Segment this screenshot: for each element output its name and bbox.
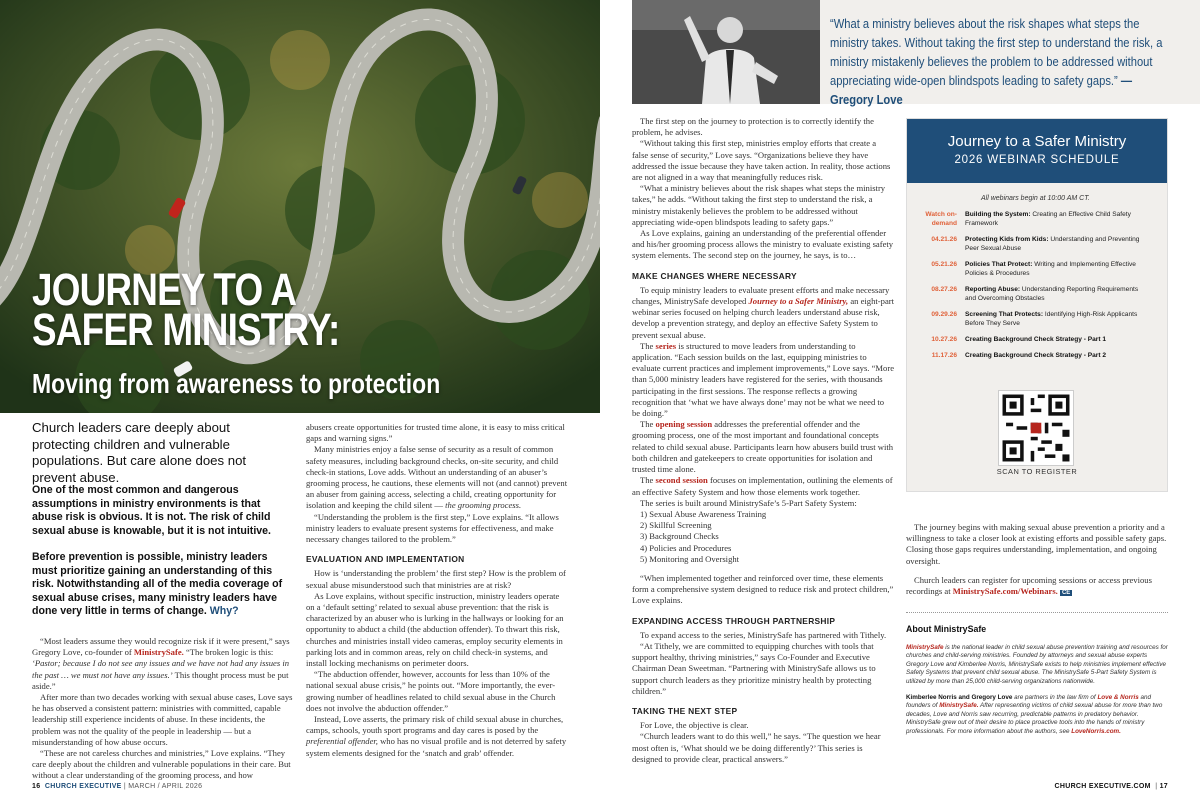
about-section xyxy=(906,624,1168,736)
col2-paragraph-2: Many ministries enjoy a false sense of security as a result of common safety measures, including background checks, on-site security, and child check-in stations, Love adds. Without an understanding of an abuser’s grooming process, he cautions, these elements will not (and cannot) prevent an abuser from gaining access, selecting a child, creating opportunity for isolation and keeping the child silent — the grooming process. xyxy=(306,444,568,511)
safety-list-item: 3) Background Checks xyxy=(640,531,719,542)
end-mark: CE xyxy=(1061,590,1071,597)
col1-paragraph-3: “These are not careless churches and ministries,” Love explains. “They care deeply about the children and vulnerable populations in their care. But without a clear understanding of the grooming process, and how xyxy=(32,748,291,781)
col3-paragraph-6: The series is structured to move leaders from understanding to application. “Each session builds on the last, equipping ministries to evaluate current practices and implement improvements,” Love says. “More than 5,000 ministry leaders have registered for the series, with thousands participating in the first sessions. The response reflects a growing recognition that ‘what we have always done’ may not be what we need to be doing.” xyxy=(632,340,895,419)
col2-paragraph-3: “Understanding the problem is the first step,” Love explains. “It allows ministry leaders to evaluate present systems for effectiveness, and make necessary changes tailored to the problem.” xyxy=(306,511,559,545)
left-page-number: 16 xyxy=(32,783,41,790)
lovenorris-link[interactable]: LoveNorris.com. xyxy=(1071,727,1121,735)
col3-paragraph-11: To expand access to the series, MinistrySafe has partnered with Tithely. xyxy=(640,629,887,640)
col1-paragraph-2: After more than two decades working with sexual abuse cases, Love says he has observed a consistent pattern: ministries with committed, capable leadership still experience incidents of abuse. In these incidents, the problem was not the quality of the people in leadership — but a misunderstanding of how abuse occurs. xyxy=(32,692,293,747)
col3-paragraph-8: The second session focuses on implementation, outlining the elements of an effective Safety System and how those elements work together. xyxy=(632,475,893,497)
col2-paragraph-4: How is ‘understanding the problem’ the first step? How is the problem of sexual abuse misunderstood such that ministries are at risk? xyxy=(306,568,566,590)
safety-list-item: 5) Monitoring and Oversight xyxy=(640,553,740,564)
left-footer xyxy=(32,783,202,790)
safety-list-item: 2) Skillful Screening xyxy=(640,520,712,531)
schedule-row[interactable]: 05.21.26 Policies That Protect: Writing and Implementing Effective Policies & Procedures xyxy=(931,261,1136,277)
col3-paragraph-4: As Love explains, gaining an understanding of the preferential offender and his/her grooming process allows the ministry to evaluate existing safety system elements. The second step on the journey, he says, is to… xyxy=(632,228,894,261)
schedule-row[interactable]: 11.17.26 Creating Background Check Strategy - Part 2 xyxy=(931,352,1107,359)
col3-paragraph-13: For Love, the objective is clear. xyxy=(640,720,749,731)
qr-caption: SCAN TO REGISTER xyxy=(996,467,1078,476)
col2-paragraph-7: Instead, Love asserts, the primary risk of child sexual abuse in churches, camps, schools, youth sport programs and day cares is posed by the preferential offender, who has no visual profile and is not deterred by safety system elements designed for the ‘snatch and grab’ offender. xyxy=(306,714,567,758)
section-heading-make-changes: MAKE CHANGES WHERE NECESSARY xyxy=(632,270,797,281)
left-footer-brand: CHURCH EXECUTIVE xyxy=(44,783,122,790)
about-paragraph-2: Kimberlee Norris and Gregory Love are partners in the law firm of Love & Norris and founders of MinistrySafe. After representing victims of child sexual abuse for more than two decades, Love and Norris saw recurring, predictable patterns in predatory behavior. MinistrySafe grew out of their desire to place proactive tools into the hands of ministry professionals. For more information about the authors, see LoveNorris.com. xyxy=(906,694,1163,735)
col3-paragraph-7: The opening session addresses the preferential offender and the grooming process, one of the most important and foundational concepts related to child sexual abuse. Participants learn how abusers build trust with both children and gatekeepers to create opportunities for isolation and trusted time alone. xyxy=(632,419,894,475)
body-column-3 xyxy=(632,116,894,765)
right-footer-brand: CHURCH EXECUTIVE.COM xyxy=(1054,783,1151,790)
col2-paragraph-6: “The abduction offender, however, accounts for less than 10% of the national sexual abuse crisis,” he points out. “More importantly, the ever-growing number of headlines related to child sexual abuse in the Church does not involve the abduction offender.” xyxy=(306,669,556,713)
schedule-row[interactable]: Watch on-demand Building the System: Creating an Effective Child Safety Framework xyxy=(925,211,1131,227)
divider xyxy=(906,612,1168,613)
lead3-why: Why? xyxy=(209,605,239,618)
col3-paragraph-3: “What a ministry believes about the risk shapes what steps the ministry takes,” he adds. “Without taking the first step to understand the risk, a ministry mistakenly believes the problem to be addressed without appreciating wide-open blindspots leading to safety gaps.” xyxy=(632,183,886,227)
body-column-1 xyxy=(32,636,294,782)
schedule-row[interactable]: 08.27.26 Reporting Abuse: Understanding Reporting Requirements and Overcoming Obstacles xyxy=(931,286,1139,302)
article-title xyxy=(32,264,340,355)
article-subtitle: Moving from awareness to protection xyxy=(32,368,441,399)
col1-paragraph-1: “Most leaders assume they would recognize risk if it were present,” says Gregory Love, co-founder of MinistrySafe. “The broken logic is this: ‘Pastor; because I do not see any issues and we have not had any issues in the past … we must not have any issues.’ This thought process must be put aside.” xyxy=(32,636,290,691)
title-line-1: JOURNEY TO A xyxy=(32,264,297,315)
schedule-header xyxy=(907,119,1167,183)
schedule-row[interactable]: 09.29.26 Screening That Protects: Identifying High-Risk Applicants Before They Serve xyxy=(931,311,1138,327)
section-heading-next-step: TAKING THE NEXT STEP xyxy=(632,705,738,716)
schedule-subtitle: 2026 WEBINAR SCHEDULE xyxy=(954,154,1120,166)
pull-quote-text: “What a ministry believes about the risk shapes what steps the ministry takes. Without taking the first step to understand the risk, a ministry mistakenly believes the problem to be addressed without appreciating wide-open blindspots leading to safety gaps.” xyxy=(830,16,1163,88)
body-column-4 xyxy=(906,522,1168,599)
body-column-2 xyxy=(306,422,568,759)
schedule-row[interactable]: 04.21.26 Protecting Kids from Kids: Understanding and Preventing Peer Sexual Abuse xyxy=(931,236,1140,252)
col4-paragraph-2: Church leaders can register for upcoming sessions or access previous recordings at MinistrySafe.com/Webinars. CE xyxy=(906,574,1152,597)
right-footer: CHURCH EXECUTIVE.COM | 17 xyxy=(1054,783,1168,790)
schedule-note: All webinars begin at 10:00 AM CT. xyxy=(981,195,1090,202)
pull-quote-attribution: — Gregory Love xyxy=(830,73,1133,107)
title-line-2: SAFER MINISTRY: xyxy=(32,304,340,355)
col3-paragraph-2: “Without taking this first step, ministries employ efforts that create a false sense of security,” Love says. “Organizations believe they have addressed the issue because they have taken action. In reality, those actions are not aligned in a way that meaningfully reduces risk. xyxy=(632,138,891,183)
pull-quote xyxy=(830,14,1170,109)
qr-code-icon[interactable] xyxy=(998,390,1074,466)
col3-paragraph-10: “When implemented together and reinforced over time, these elements form a comprehensive system designed to reduce risk and protect children,” Love explains. xyxy=(632,572,894,606)
lead-paragraph: Church leaders care deeply about protecting children and vulnerable populations. But care alone does not prevent abuse. xyxy=(32,420,247,485)
lead-paragraph-3 xyxy=(32,551,290,619)
col3-paragraph-5: To equip ministry leaders to evaluate present efforts and make necessary changes, MinistrySafe developed Journey to a Safer Ministry, an eight-part webinar series focused on helping church leaders understand abuse risk, develop a prevention strategy, and deploy an effective Safety System to prevent sexual abuse. xyxy=(632,284,895,340)
about-paragraph-1: MinistrySafe is the national leader in child sexual abuse prevention training and resources for churches and child-serving ministries. Founded by attorneys and sexual abuse experts Gregory Love and Kimberlee Norris, MinistrySafe exists to help ministries implement effective Safety Systems that prevent child sexual abuse. The MinistrySafe 5-Part Safety System is utilized by more than 25,000 child-serving organizations nationwide. xyxy=(906,644,1168,685)
safety-list-item: 1) Sexual Abuse Awareness Training xyxy=(640,508,767,519)
schedule-row[interactable]: 10.27.26 Creating Background Check Strategy - Part 1 xyxy=(931,336,1107,343)
right-page-number: 17 xyxy=(1159,783,1168,790)
series-link[interactable]: Journey to a Safer Ministry, xyxy=(748,296,849,307)
speaker-photo xyxy=(632,0,820,104)
section-heading-expanding: EXPANDING ACCESS THROUGH PARTNERSHIP xyxy=(632,615,836,626)
col3-paragraph-9: The series is built around MinistrySafe’s 5-Part Safety System: xyxy=(640,497,857,508)
section-heading-evaluation: EVALUATION AND IMPLEMENTATION xyxy=(306,554,465,565)
col2-paragraph-1: abusers create opportunities for trusted time alone, it is easy to miss critical gaps and warning signs.” xyxy=(306,422,565,444)
lead3-text: Before prevention is possible, ministry leaders must prioritize gaining an understanding of this risk. Notwithstanding all of the media coverage of sexual abuse crises, many ministry leaders have done very little in terms of change. xyxy=(32,551,283,618)
safety-list-item: 4) Policies and Procedures xyxy=(640,542,732,553)
col3-paragraph-12: “At Tithely, we are committed to equipping churches with tools that support healthy, thriving ministries,” says Co-Founder and Executive Chairman Dean Sweetman. “Partnering with MinistrySafe allows us to support church leaders as they prioritize ministry health by protecting children.” xyxy=(632,640,876,696)
about-title: About MinistrySafe xyxy=(906,624,987,634)
left-footer-issue: | MARCH / APRIL 2026 xyxy=(123,783,203,790)
col2-paragraph-5: As Love explains, without specific instruction, ministry leaders operate on a ‘default setting’ related to sexual abuse prevention: that the risk is characterized by an abuser who is lurking in the hallways or looking for an opportunity to abduct a child (the abduction offender). To thwart this risk, churches and ministries install video cameras, employ security elements in parking lots and in common areas, rely on child check-in systems, and install locking mechanisms on perimeter doors. xyxy=(306,590,564,669)
col4-paragraph-1: The journey begins with making sexual abuse prevention a priority and a willingness to take a closer look at existing efforts and possible safety gaps. Closing those gaps requires understanding, implementation, and ongoing oversight. xyxy=(906,522,1167,566)
webinars-link[interactable]: MinistrySafe.com/Webinars. xyxy=(952,586,1058,597)
col3-paragraph-14: “Church leaders want to do this well,” he says. “The question we hear most often is, ‘What should we be doing differently?’ This series is designed to provide clear, practical answers.” xyxy=(632,731,881,764)
lead-paragraph-2: One of the most common and dangerous assumptions in ministry environments is that abuse risk is obvious. It is not. The risk of child sexual abuse is knowable, but it is not intuitive. xyxy=(32,484,271,537)
schedule-title: Journey to a Safer Ministry xyxy=(947,133,1127,150)
col3-paragraph-1: The first step on the journey to protection is to correctly identify the problem, he advises. xyxy=(632,116,874,138)
